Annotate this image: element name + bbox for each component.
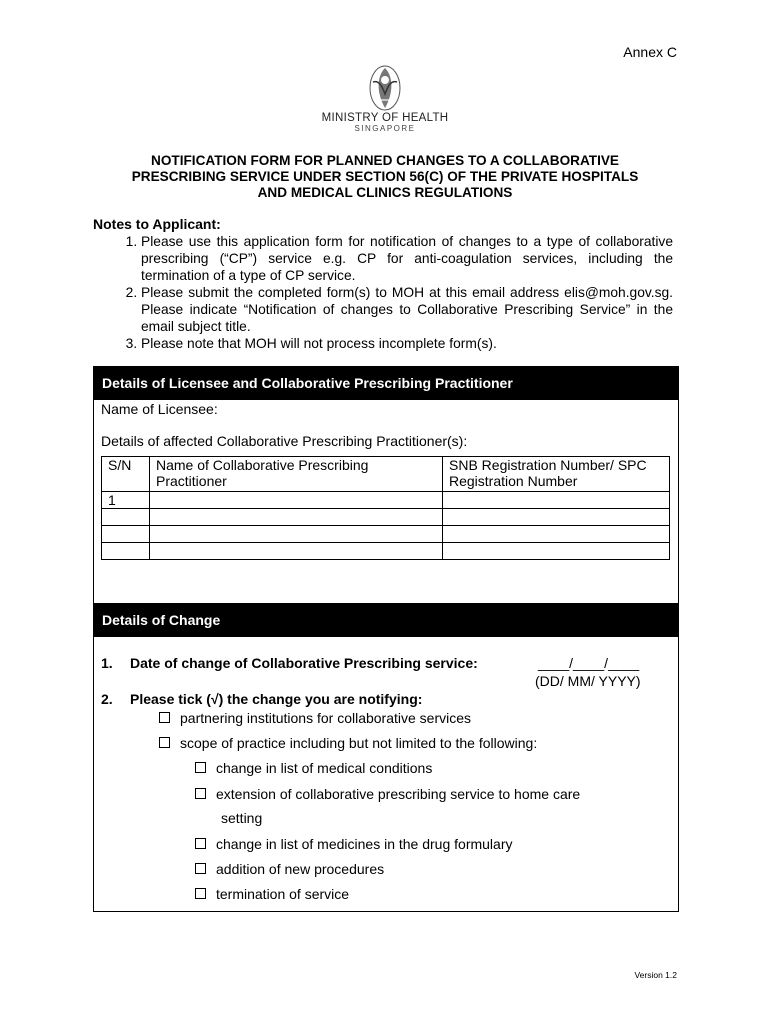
notes-heading: Notes to Applicant:	[93, 216, 221, 232]
q2-number: 2.	[101, 691, 113, 707]
licensee-name-field[interactable]: Name of Licensee:	[101, 401, 218, 417]
checkbox-icon[interactable]	[195, 838, 206, 849]
table-cell[interactable]	[443, 509, 670, 526]
option-label: addition of new procedures	[216, 861, 385, 877]
logo-country-text: SINGAPORE	[354, 124, 416, 133]
title-line: PRESCRIBING SERVICE UNDER SECTION 56(C) OF THE PRIVATE HOSPITALS	[131, 169, 639, 184]
table-cell-sn	[102, 526, 150, 543]
table-cell-sn	[102, 543, 150, 560]
table-row[interactable]	[102, 526, 670, 543]
table-cell-sn	[102, 509, 150, 526]
section-header-licensee: Details of Licensee and Collaborative Prescribing Practitioner	[94, 367, 678, 400]
col-header-sn: S/N	[102, 457, 150, 492]
col-header-registration: SNB Registration Number/ SPC Registration Number	[443, 457, 670, 492]
checkbox-icon[interactable]	[159, 712, 170, 723]
date-input[interactable]: ____/____/____	[538, 655, 640, 671]
option-label: change in list of medical conditions	[216, 760, 433, 776]
table-cell-sn: 1	[102, 492, 150, 509]
checkbox-icon[interactable]	[195, 762, 206, 773]
option-label: change in list of medicines in the drug formulary	[216, 836, 513, 852]
table-cell[interactable]	[443, 526, 670, 543]
q2-label: Please tick (√) the change you are notifying:	[130, 691, 423, 707]
option-label: scope of practice including but not limited to the following:	[180, 735, 538, 751]
notes-to-applicant	[93, 216, 673, 352]
date-format-hint: (DD/ MM/ YYYY)	[535, 673, 641, 689]
form-title	[90, 153, 680, 201]
change-section	[93, 603, 679, 912]
checkbox-icon[interactable]	[195, 863, 206, 874]
checkbox-icon[interactable]	[159, 737, 170, 748]
moh-emblem-icon	[368, 64, 402, 112]
table-cell[interactable]	[150, 509, 443, 526]
q1-number: 1.	[101, 655, 113, 671]
suboption-drug-formulary[interactable]	[195, 836, 512, 852]
suboption-medical-conditions[interactable]	[195, 760, 432, 776]
option-label: termination of service	[216, 886, 350, 902]
col-header-name: Name of Collaborative Prescribing Practitioner	[150, 457, 443, 492]
title-line: NOTIFICATION FORM FOR PLANNED CHANGES TO A COLLABORATIVE	[151, 153, 619, 168]
suboption-home-care[interactable]	[195, 786, 580, 802]
option-partnering-institutions[interactable]	[159, 710, 471, 726]
suboption-home-care-cont: setting	[221, 810, 263, 826]
note-item: 1. Please use this application form for notification of changes to a type of collaborative prescribing (“CP”) service e.g. CP for anti-coagulation services, including the termination of a type of CP service.	[141, 233, 673, 284]
table-cell[interactable]	[150, 543, 443, 560]
option-label: extension of collaborative prescribing service to home care	[216, 786, 581, 802]
licensee-section	[93, 366, 679, 603]
table-cell[interactable]	[150, 526, 443, 543]
note-item: 2. Please submit the completed form(s) to MOH at this email address elis@moh.gov.sg. Please indicate “Notification of changes to Collaborative Prescribing Service” in the email subject title.	[141, 284, 673, 335]
option-scope-of-practice[interactable]	[159, 735, 537, 751]
annex-label: Annex C	[623, 44, 677, 60]
checkbox-icon[interactable]	[195, 888, 206, 899]
table-cell[interactable]	[443, 543, 670, 560]
practitioner-table	[101, 456, 670, 560]
table-row[interactable]	[102, 492, 670, 509]
logo-ministry-text: MINISTRY OF HEALTH	[321, 112, 449, 124]
suboption-new-procedures[interactable]	[195, 861, 384, 877]
note-item: 3. Please note that MOH will not process incomplete form(s).	[141, 335, 673, 352]
section-header-change: Details of Change	[94, 604, 678, 637]
option-label: partnering institutions for collaborative services	[180, 710, 472, 726]
title-line: AND MEDICAL CLINICS REGULATIONS	[257, 185, 513, 200]
table-row[interactable]	[102, 509, 670, 526]
checkbox-icon[interactable]	[195, 788, 206, 799]
suboption-termination[interactable]	[195, 886, 349, 902]
moh-logo	[318, 64, 452, 133]
table-cell[interactable]	[150, 492, 443, 509]
table-row[interactable]	[102, 543, 670, 560]
version-label: Version 1.2	[634, 970, 677, 980]
q1-label: Date of change of Collaborative Prescribing service:	[130, 655, 478, 671]
table-cell[interactable]	[443, 492, 670, 509]
practitioners-label: Details of affected Collaborative Prescribing Practitioner(s):	[101, 433, 468, 449]
table-header-row	[102, 457, 670, 492]
